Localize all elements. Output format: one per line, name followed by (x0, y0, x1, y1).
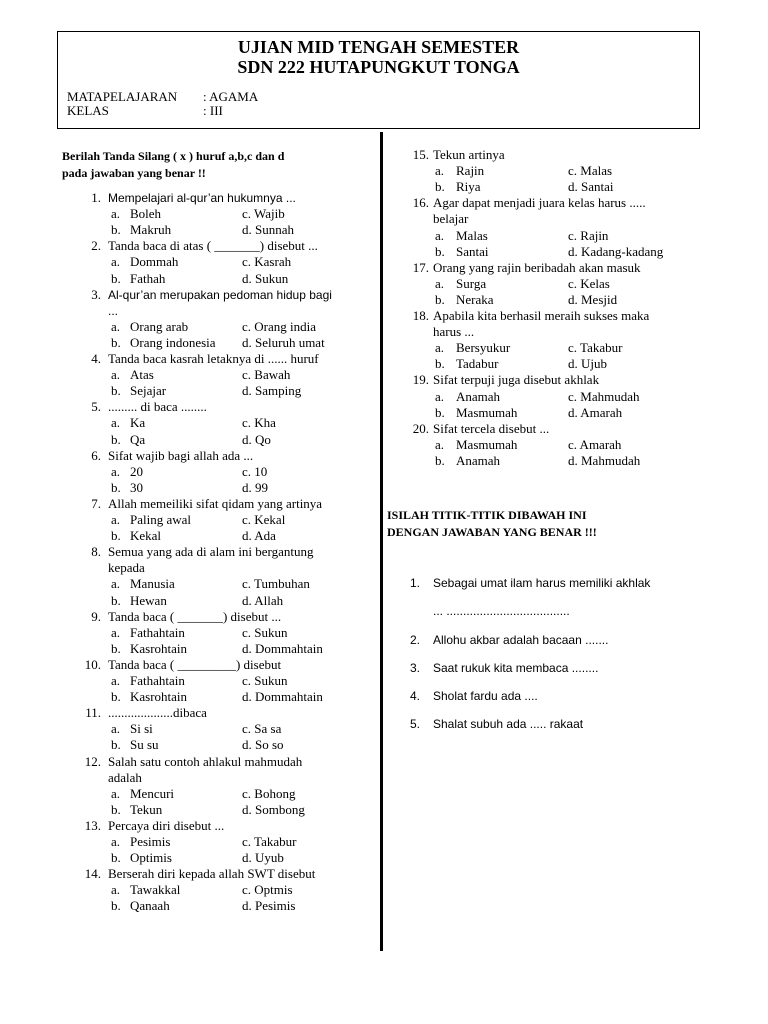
fill-text: Shalat subuh ada ..... rakaat (433, 717, 584, 731)
question-text: Tanda baca kasrah letaknya di ...... huruf (108, 351, 319, 366)
option-b: Orang indonesia (130, 334, 216, 350)
option-d: d. Kadang-kadang (568, 243, 664, 259)
option-c: c. Orang india (242, 318, 317, 334)
option-letter: b. (111, 689, 121, 705)
option-letter: a. (111, 576, 121, 592)
question-text: ....................dibaca (108, 705, 207, 721)
option-c: c. Kekal (242, 512, 286, 527)
class-value: : III (203, 103, 223, 118)
question-number: 20. (412, 420, 429, 436)
question-text: kepada (108, 560, 145, 576)
question-text: adalah (108, 769, 142, 785)
option-letter: a. (111, 367, 121, 383)
option-letter: a. (111, 673, 121, 688)
option-a: Boleh (130, 206, 162, 222)
option-c: c. Wajib (242, 206, 285, 222)
option-letter: b. (111, 737, 121, 753)
option-letter: b. (111, 431, 121, 447)
option-a: Bersyukur (456, 340, 511, 356)
option-letter: a. (111, 882, 121, 898)
question-text: harus ... (433, 324, 475, 340)
option-a: Orang arab (130, 318, 189, 334)
option-c: c. Kha (242, 415, 276, 431)
option-b: Masmumah (456, 404, 518, 420)
option-letter: b. (435, 356, 445, 372)
option-d: d. Sunnah (242, 222, 294, 238)
question-number: 2. (91, 238, 101, 254)
option-letter: a. (111, 624, 121, 640)
question-text: Berserah diri kepada allah SWT disebut (108, 866, 316, 882)
option-letter: a. (111, 512, 121, 527)
option-c: c. Rajin (568, 227, 609, 243)
question-text: Sifat terpuji juga disebut akhlak (433, 372, 600, 388)
option-d: d. Pesimis (242, 898, 296, 914)
option-c: c. Sukun (242, 624, 288, 640)
exam-header (57, 31, 700, 129)
option-b: Tekun (130, 801, 163, 817)
option-letter: b. (111, 479, 121, 495)
option-letter: a. (111, 206, 121, 222)
question-text: Tekun artinya (433, 147, 505, 162)
option-d: d. Dommahtain (242, 689, 323, 705)
option-d: d. Ada (242, 528, 276, 544)
option-letter: b. (111, 592, 121, 608)
fill-text: ... ..................................... (433, 604, 570, 618)
option-letter: b. (111, 640, 121, 656)
option-c: c. Bawah (242, 367, 291, 383)
question-text: Salah satu contoh ahlakul mahmudah (108, 753, 303, 769)
question-text: Tanda baca ( _________) disebut (108, 656, 282, 672)
fill-number: 4. (410, 689, 421, 703)
option-letter: b. (435, 179, 445, 195)
option-letter: a. (435, 340, 445, 356)
option-b: Fathah (130, 270, 166, 286)
option-c: c. Sukun (242, 673, 288, 688)
fill-text: Saat rukuk kita membaca ........ (433, 661, 599, 675)
option-c: c. Optmis (242, 882, 293, 898)
option-d: d. Allah (242, 592, 284, 608)
question-number: 15. (412, 147, 429, 162)
option-c: c. Bohong (242, 785, 296, 801)
option-b: Anamah (456, 452, 501, 468)
option-letter: a. (111, 254, 121, 270)
option-d: d. Sombong (242, 801, 305, 817)
option-letter: b. (111, 334, 121, 350)
option-c: c. 10 (242, 463, 268, 479)
question-number: 5. (91, 399, 101, 415)
option-letter: a. (435, 275, 445, 291)
class-label: KELAS (67, 103, 109, 118)
question-text: Tanda baca ( _______) disebut ... (108, 608, 282, 624)
question-text: Agar dapat menjadi juara kelas harus ..... (433, 195, 646, 211)
question-text: Apabila kita berhasil meraih sukses maka (433, 308, 650, 323)
question-number: 19. (412, 372, 429, 388)
fill-number: 5. (410, 717, 421, 731)
option-d: d. So so (242, 737, 284, 753)
option-c: c. Takabur (568, 340, 623, 356)
fill-text: Allohu akbar adalah bacaan ....... (433, 633, 609, 647)
option-d: d. 99 (242, 479, 268, 495)
question-number: 4. (91, 351, 101, 366)
question-number: 9. (91, 608, 101, 624)
fill-instructions (387, 507, 597, 541)
option-b: Santai (456, 243, 489, 259)
option-letter: b. (111, 850, 121, 866)
option-letter: a. (111, 318, 121, 334)
question-number: 10. (84, 656, 101, 672)
option-d: d. Uyub (242, 850, 284, 866)
option-c: c. Mahmudah (568, 388, 640, 404)
fill-text: Sholat fardu ada .... (433, 689, 538, 703)
option-d: d. Qo (242, 431, 271, 447)
option-c: c. Amarah (568, 436, 622, 452)
column-divider (380, 132, 383, 951)
option-letter: a. (111, 415, 121, 431)
option-c: c. Tumbuhan (242, 576, 310, 592)
option-a: Dommah (130, 254, 179, 270)
instruction-line: Berilah Tanda Silang ( x ) huruf a,b,c dan d (62, 149, 285, 163)
question-number: 12. (84, 753, 101, 769)
option-c: c. Sa sa (242, 721, 282, 737)
option-a: Surga (456, 275, 487, 291)
question-text: Sifat tercela disebut ... (433, 420, 550, 436)
option-a: 20 (130, 463, 143, 479)
option-a: Masmumah (456, 436, 518, 452)
question-number: 17. (412, 259, 429, 275)
question-text: Semua yang ada di alam ini bergantung (108, 544, 314, 560)
option-b: 30 (130, 479, 143, 495)
option-b: Kasrohtain (130, 689, 188, 705)
option-c: c. Kelas (568, 275, 610, 291)
option-b: Qa (130, 431, 146, 447)
subject-label: MATAPELAJARAN (67, 89, 178, 104)
option-b: Hewan (130, 592, 167, 608)
option-a: Tawakkal (130, 882, 181, 898)
option-letter: a. (435, 163, 445, 179)
option-a: Si si (130, 721, 153, 737)
option-letter: a. (111, 785, 121, 801)
fill-number: 2. (410, 633, 421, 647)
question-number: 16. (412, 195, 429, 211)
class-row (67, 103, 223, 119)
fill-number: 1. (410, 576, 421, 590)
option-a: Manusia (130, 576, 175, 592)
question-number: 6. (91, 447, 101, 463)
subject-value: : AGAMA (203, 89, 259, 104)
option-d: d. Santai (568, 179, 614, 195)
option-c: c. Kasrah (242, 254, 292, 270)
mc-instructions (62, 148, 284, 182)
question-number: 13. (84, 817, 101, 833)
option-a: Ka (130, 415, 146, 431)
question-number: 14. (84, 866, 101, 882)
exam-title: UJIAN MID TENGAH SEMESTER (237, 37, 520, 57)
fill-text: Sebagai umat ilam harus memiliki akhlak (433, 576, 651, 590)
option-letter: a. (435, 388, 445, 404)
option-d: d. Amarah (568, 404, 623, 420)
question-text: belajar (433, 211, 469, 227)
option-b: Qanaah (130, 898, 170, 914)
option-letter: b. (111, 270, 121, 286)
option-b: Kasrohtain (130, 640, 188, 656)
instruction-line: ISILAH TITIK-TITIK DIBAWAH INI (387, 508, 587, 522)
option-d: d. Mesjid (568, 291, 618, 307)
option-letter: b. (111, 222, 121, 238)
option-a: Malas (456, 227, 488, 243)
option-b: Kekal (130, 528, 162, 544)
instruction-line: pada jawaban yang benar !! (62, 166, 206, 180)
question-number: 7. (91, 495, 101, 511)
option-c: c. Takabur (242, 834, 297, 849)
question-text: Al-qur’an merupakan pedoman hidup bagi (108, 287, 332, 302)
fill-number: 3. (410, 661, 421, 675)
question-text: Tanda baca di atas ( _______) disebut ... (108, 238, 318, 254)
option-b: Makruh (130, 222, 172, 238)
school-name: SDN 222 HUTAPUNGKUT TONGA (237, 57, 520, 77)
question-number: 18. (412, 308, 429, 323)
question-text: Mempelajari al-qur’an hukumnya ... (108, 191, 296, 205)
option-a: Fathahtain (130, 673, 185, 688)
option-b: Neraka (456, 291, 494, 307)
option-b: Su su (130, 737, 159, 753)
option-d: d. Sukun (242, 270, 289, 286)
question-number: 1. (91, 190, 101, 205)
option-c: c. Malas (568, 163, 613, 179)
option-d: d. Mahmudah (568, 452, 641, 468)
option-letter: b. (111, 898, 121, 914)
option-d: d. Ujub (568, 356, 607, 372)
option-a: Paling awal (130, 512, 192, 527)
option-letter: b. (435, 452, 445, 468)
option-b: Riya (456, 179, 481, 195)
option-a: Fathahtain (130, 624, 185, 640)
question-text: Sifat wajib bagi allah ada ... (108, 447, 254, 463)
option-letter: b. (435, 243, 445, 259)
option-letter: a. (111, 463, 121, 479)
option-letter: a. (111, 834, 121, 849)
option-letter: b. (111, 801, 121, 817)
option-letter: a. (111, 721, 121, 737)
option-a: Mencuri (130, 785, 175, 801)
question-number: 11. (85, 705, 101, 721)
option-d: d. Dommahtain (242, 640, 323, 656)
question-text: ......... di baca ........ (108, 399, 207, 415)
option-letter: b. (435, 404, 445, 420)
option-b: Sejajar (130, 383, 167, 399)
question-number: 3. (91, 286, 101, 302)
option-a: Rajin (456, 163, 485, 179)
option-letter: b. (111, 528, 121, 544)
option-a: Pesimis (130, 834, 171, 849)
option-letter: a. (435, 436, 445, 452)
option-letter: a. (435, 227, 445, 243)
option-b: Tadabur (456, 356, 499, 372)
question-text: Percaya diri disebut ... (108, 817, 225, 833)
question-text: ... (108, 303, 119, 318)
option-a: Atas (130, 367, 154, 383)
option-letter: b. (111, 383, 121, 399)
option-letter: b. (435, 291, 445, 307)
question-number: 8. (91, 544, 101, 560)
instruction-line: DENGAN JAWABAN YANG BENAR !!! (387, 525, 597, 539)
question-text: Orang yang rajin beribadah akan masuk (433, 259, 641, 275)
option-d: d. Samping (242, 383, 302, 399)
option-b: Optimis (130, 850, 172, 866)
option-a: Anamah (456, 388, 501, 404)
option-d: d. Seluruh umat (242, 334, 325, 350)
question-text: Allah memeiliki sifat qidam yang artinya (108, 495, 323, 511)
